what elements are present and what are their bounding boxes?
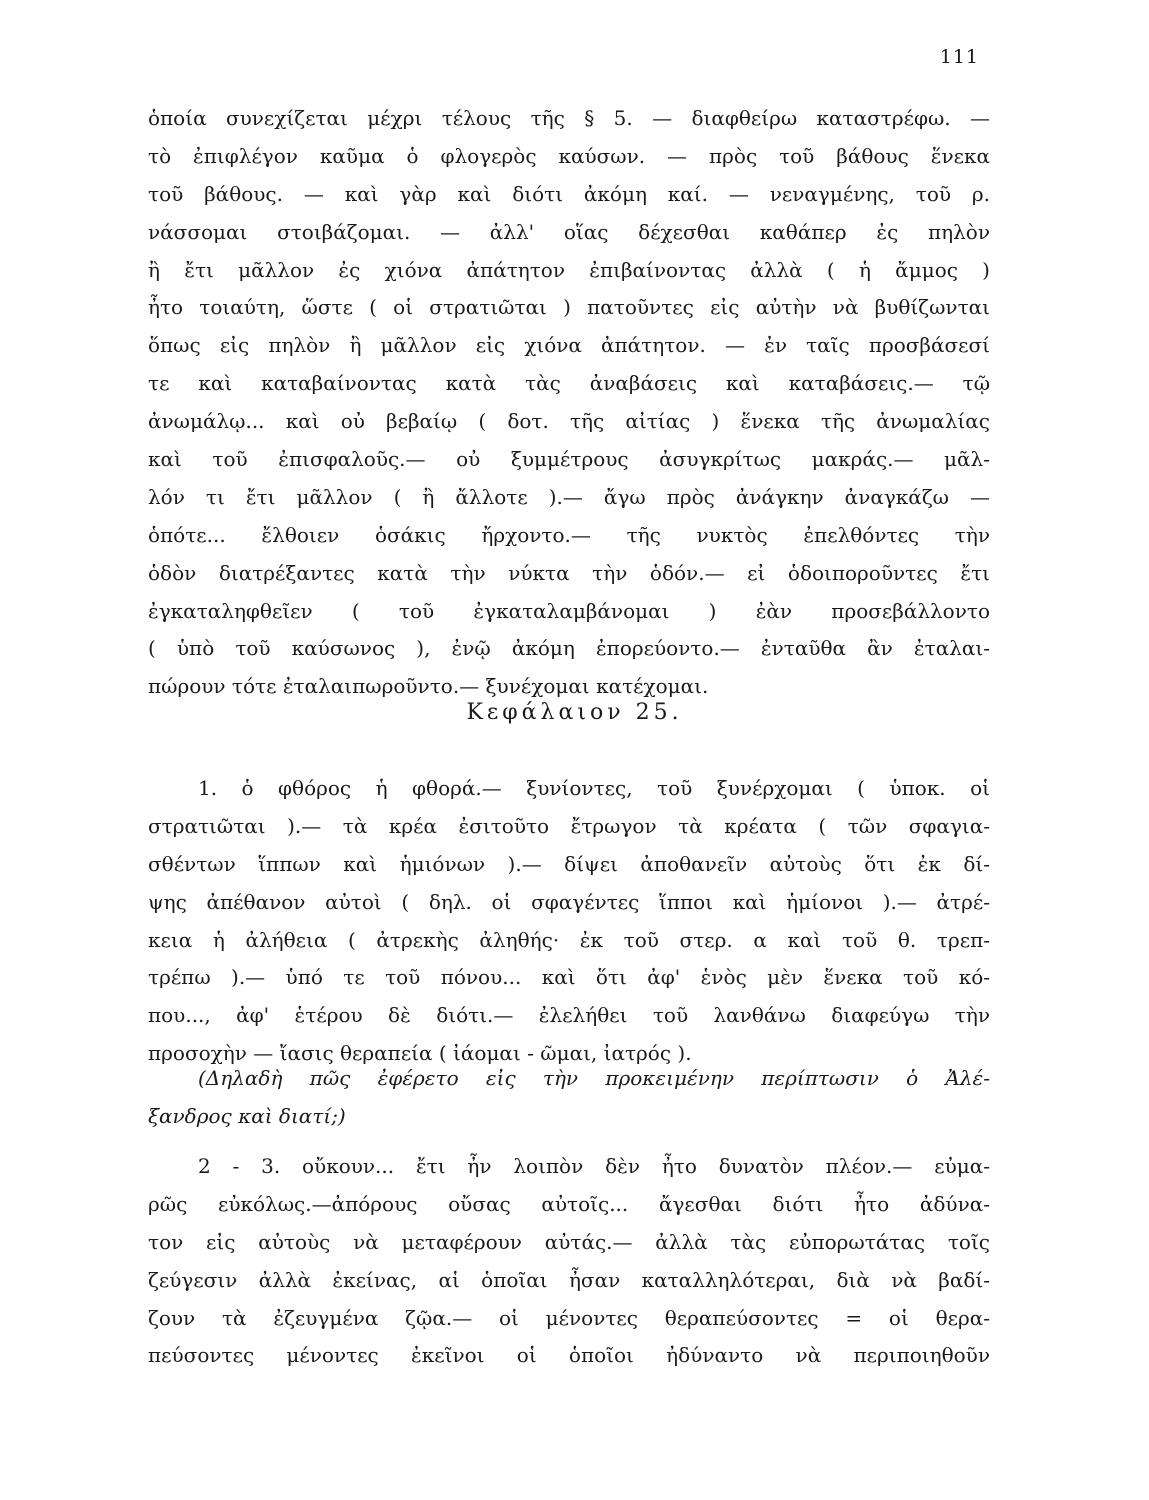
text-line: ἐγκαταληφθεῖεν ( τοῦ ἐγκαταλαμβάνομαι ) ἐὰν προσεβάλλοντο (148, 598, 990, 623)
section-2-3 (148, 1148, 990, 1375)
text-line: ὁποία συνεχίζεται μέχρι τέλους τῆς § 5. — διαφθείρω καταστρέφω. — (148, 106, 990, 130)
text-line: ( ὑπὸ τοῦ καύσωνος ), ἐνῷ ἀκόμη ἐπορεύοντο.— ἐνταῦθα ἂν ἐταλαι- (148, 636, 990, 661)
note-line: (Δηλαδὴ πῶς ἐφέρετο εἰς τὴν προκειμένην περίπτωσιν ὁ Ἀλέ- (198, 1066, 990, 1090)
text-line: τὸ ἐπιφλέγον καῦμα ὁ φλογερὸς καύσων. — πρὸς τοῦ βάθους ἕνεκα (148, 143, 990, 168)
text-line: στρατιῶται ).— τὰ κρέα ἐσιτοῦτο ἔτρωγον τὰ κρέατα ( τῶν σφαγια- (148, 813, 990, 838)
paragraph-commentary-24 (148, 100, 990, 706)
text-line: καὶ τοῦ ἐπισφαλοῦς.— οὐ ξυμμέτρους ἀσυγκρίτως μακράς.— μᾶλ- (148, 447, 990, 472)
italic-note (148, 1060, 990, 1136)
text-line: ὁδὸν διατρέξαντες κατὰ τὴν νύκτα τὴν ὁδόν.— εἰ ὁδοιποροῦντες ἔτι (148, 560, 990, 585)
text-line: ὅπως εἰς πηλὸν ἢ μᾶλλον εἰς χιόνα ἀπάτητον. — ἐν ταῖς προσβάσεσί (148, 333, 990, 358)
text-line: πώρουν τότε ἐταλαιπωροῦντο.— ξυνέχομαι κατέχομαι. (148, 674, 709, 699)
text-line: ὁπότε... ἔλθοιεν ὁσάκις ἤρχοντο.— τῆς νυκτὸς ἐπελθόντες τὴν (148, 522, 990, 547)
text-line: ζουν τὰ ἐζευγμένα ζῷα.— οἱ μένοντες θεραπεύσοντες = οἱ θερα- (148, 1305, 990, 1330)
text-line: τον εἰς αὐτοὺς νὰ μεταφέρουν αὐτάς.— ἀλλὰ τὰς εὐπορωτάτας τοῖς (148, 1229, 990, 1254)
text-line: τε καὶ καταβαίνοντας κατὰ τὰς ἀναβάσεις καὶ καταβάσεις.— τῷ (148, 371, 990, 396)
text-line: λόν τι ἔτι μᾶλλον ( ἢ ἄλλοτε ).— ἄγω πρὸς ἀνάγκην ἀναγκάζω — (148, 484, 990, 509)
text-line: νάσσομαι στοιβάζομαι. — ἀλλ' οἵας δέχεσθαι καθάπερ ἐς πηλὸν (148, 219, 990, 244)
text-line: τρέπω ).— ὑπό τε τοῦ πόνου... καὶ ὅτι ἀφ' ἑνὸς μὲν ἕνεκα τοῦ κό- (148, 965, 990, 990)
text-line: τοῦ βάθους. — καὶ γὰρ καὶ διότι ἀκόμη καί. — νεναγμένης, τοῦ ρ. (148, 181, 990, 206)
text-line: πεύσοντες μένοντες ἐκεῖνοι οἱ ὁποῖοι ἠδύναντο νὰ περιποιηθοῦν (148, 1343, 990, 1368)
section-1 (148, 770, 990, 1073)
page-number: 111 (939, 46, 979, 68)
text-line: ζεύγεσιν ἀλλὰ ἐκείνας, αἱ ὁποῖαι ἦσαν καταλληλότεραι, διὰ νὰ βαδί- (148, 1267, 990, 1292)
note-line: ξανδρος καὶ διατί;) (148, 1103, 346, 1128)
text-line: που..., ἀφ' ἑτέρου δὲ διότι.— ἐλελήθει τοῦ λανθάνω διαφεύγω τὴν (148, 1003, 990, 1028)
text-line: κεια ἡ ἀλήθεια ( ἀτρεκὴς ἀληθής· ἐκ τοῦ στερ. α καὶ τοῦ θ. τρεπ- (148, 927, 990, 952)
text-line: 1. ὁ φθόρος ἡ φθορά.— ξυνίοντες, τοῦ ξυνέρχομαι ( ὑποκ. οἱ (198, 776, 990, 800)
text-line: ἢ ἔτι μᾶλλον ἐς χιόνα ἀπάτητον ἐπιβαίνοντας ἀλλὰ ( ἡ ἄμμος ) (148, 257, 990, 282)
text-line: προσοχὴν — ἴασις θεραπεία ( ἰάομαι - ῶμαι, ἰατρός ). (148, 1041, 692, 1066)
text-line: ἦτο τοιαύτη, ὥστε ( οἱ στρατιῶται ) πατοῦντες εἰς αὐτὴν νὰ βυθίζωνται (148, 295, 990, 320)
text-line: ἀνωμάλῳ... καὶ οὐ βεβαίῳ ( δοτ. τῆς αἰτίας ) ἕνεκα τῆς ἀνωμαλίας (148, 409, 990, 434)
text-line: ψης ἀπέθανον αὐτοὶ ( δηλ. οἱ σφαγέντες ἵπποι καὶ ἡμίονοι ).— ἀτρέ- (148, 889, 990, 914)
chapter-heading: Κεφάλαιον 25. (466, 700, 683, 725)
text-line: ρῶς εὐκόλως.—ἀπόρους οὔσας αὐτοῖς... ἄγεσθαι διότι ἦτο ἀδύνα- (148, 1191, 990, 1216)
text-line: σθέντων ἵππων καὶ ἡμιόνων ).— δίψει ἀποθανεῖν αὐτοὺς ὅτι ἐκ δί- (148, 851, 990, 876)
text-line: 2 - 3. οὔκουν... ἔτι ἦν λοιπὸν δὲν ἦτο δυνατὸν πλέον.— εὐμα- (198, 1154, 990, 1178)
